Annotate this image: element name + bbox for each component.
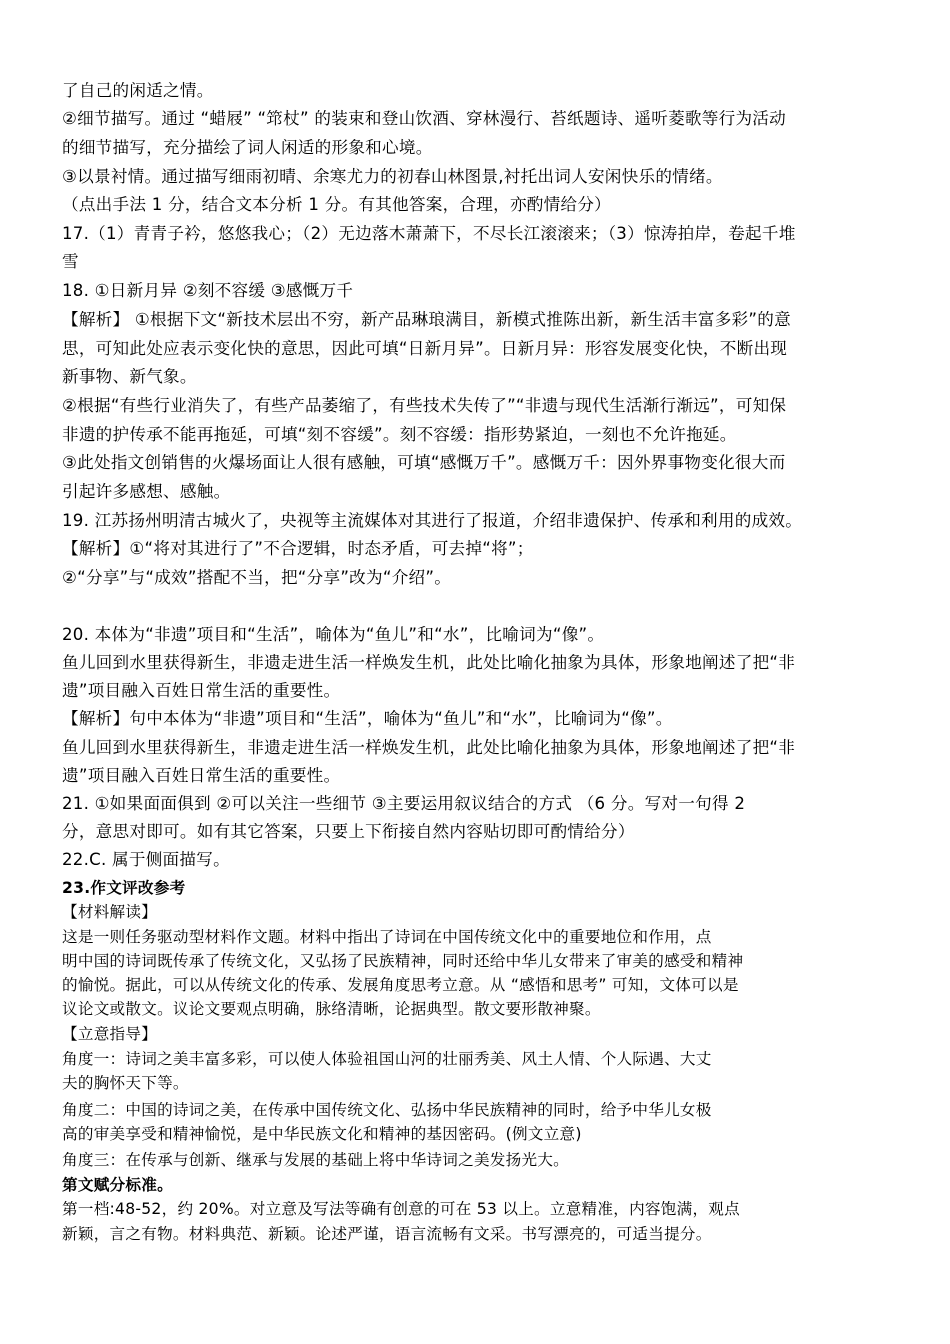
text-line: 角度二：中国的诗词之美，在传承中国传统文化、弘扬中华民族精神的同时，给予中华儿女极 [62, 1101, 712, 1119]
text-line: ②“分享”与“成效”搭配不当，把“分享”改为“介绍”。 [62, 568, 452, 587]
subheading: 【材料解读】 [62, 903, 158, 921]
subheading: 【立意指导】 [62, 1025, 158, 1043]
text-line: 引起许多感想、感触。 [62, 482, 231, 501]
text-line: 遗”项目融入百姓日常生活的重要性。 [62, 766, 341, 785]
text-line: 【解析】 ①根据下文“新技术层出不穷，新产品琳琅满目，新模式推陈出新，新生活丰富多彩”的意 [62, 310, 791, 329]
question-21-answer: 21. ①如果面面俱到 ②可以关注一些细节 ③主要运用叙议结合的方式 （6 分。写对一句得 2 [62, 794, 746, 813]
text-line: 鱼儿回到水里获得新生，非遗走进生活一样焕发生机，此处比喻化抽象为具体，形象地阐述了把“非 [62, 653, 796, 672]
text-line: 角度三：在传承与创新、继承与发展的基础上将中华诗词之美发扬光大。 [62, 1151, 570, 1169]
text-line: 高的审美享受和精神愉悦，是中华民族文化和精神的基因密码。(例文立意) [62, 1125, 582, 1143]
text-line: 这是一则任务驱动型材料作文题。材料中指出了诗词在中国传统文化中的重要地位和作用，点 [62, 928, 712, 946]
question-17-answer: 17.（1）青青子衿，悠悠我心；（2）无边落木萧萧下，不尽长江滚滚来；（3）惊涛拍岸，卷起千堆 [62, 224, 796, 243]
section-heading-23: 23.作文评改参考 [62, 879, 186, 897]
text-line: 【解析】句中本体为“非遗”项目和“生活”，喻体为“鱼儿”和“水”，比喻词为“像”。 [62, 709, 673, 728]
question-22-answer: 22.C. 属于侧面描写。 [62, 850, 230, 869]
text-line: ③此处指文创销售的火爆场面让人很有感触，可填“感慨万千”。感慨万千：因外界事物变化很大而 [62, 453, 786, 472]
text-line: ②根据“有些行业消失了，有些产品萎缩了，有些技术失传了”“非遗与现代生活渐行渐远”，可知保 [62, 396, 787, 415]
text-line: 分，意思对即可。如有其它答案，只要上下衔接自然内容贴切即可酌情给分） [62, 822, 635, 841]
text-line: 了自己的闲适之情。 [62, 81, 214, 100]
question-18-answer: 18. ①日新月异 ②刻不容缓 ③感慨万千 [62, 281, 354, 300]
text-line: 角度一：诗词之美丰富多彩，可以使人体验祖国山河的壮丽秀美、风土人情、个人际遇、大丈 [62, 1050, 712, 1068]
text-line: 【解析】①“将对其进行了”不合逻辑，时态矛盾，可去掉“将”； [62, 539, 534, 558]
text-line: 遗”项目融入百姓日常生活的重要性。 [62, 681, 341, 700]
question-20-answer: 20. 本体为“非遗”项目和“生活”，喻体为“鱼儿”和“水”，比喻词为“像”。 [62, 625, 605, 644]
text-line: ②细节描写。通过 “蜡屐” “筇杖” 的装束和登山饮酒、穿林漫行、苔纸题诗、遥听菱歌等行为活动 [62, 109, 786, 128]
text-line: 新颖，言之有物。材料典范、新颖。论述严谨，语言流畅有文采。书写漂亮的，可适当提分。 [62, 1225, 712, 1243]
subheading-scoring: 第文赋分标准。 [62, 1176, 173, 1194]
text-line: 明中国的诗词既传承了传统文化，又弘扬了民族精神，同时还给中华儿女带来了审美的感受和精神 [62, 952, 744, 970]
question-19-answer: 19. 江苏扬州明清古城火了，央视等主流媒体对其进行了报道，介绍非遗保护、传承和利用的成效。 [62, 511, 803, 530]
text-line: ③以景衬情。通过描写细雨初晴、余寒尤力的初春山林图景,衬托出词人安闲快乐的情绪。 [62, 167, 723, 186]
text-line: 议论文或散文。议论文要观点明确，脉络清晰，论据典型。散文要形散神聚。 [62, 1000, 601, 1018]
text-line: 思，可知此处应表示变化快的意思，因此可填“日新月异”。日新月异：形容发展变化快，不断出现 [62, 339, 788, 358]
text-line: 鱼儿回到水里获得新生，非遗走进生活一样焕发生机，此处比喻化抽象为具体，形象地阐述了把“非 [62, 738, 796, 757]
text-line: 第一档:48-52，约 20%。对立意及写法等确有创意的可在 53 以上。立意精准，内容饱满，观点 [62, 1200, 740, 1218]
text-line: 新事物、新气象。 [62, 367, 197, 386]
text-line: （点出手法 1 分，结合文本分析 1 分。有其他答案，合理，亦酌情给分） [62, 195, 612, 214]
text-line: 的细节描写，充分描绘了词人闲适的形象和心境。 [62, 138, 433, 157]
text-line: 的愉悦。据此，可以从传统文化的传承、发展角度思考立意。从 “感悟和思考” 可知，文体可以是 [62, 976, 739, 994]
text-line: 夫的胸怀天下等。 [62, 1074, 189, 1092]
text-line: 非遗的护传承不能再拖延，可填“刻不容缓”。刻不容缓：指形势紧迫，一刻也不允许拖延。 [62, 425, 737, 444]
text-line: 雪 [62, 252, 79, 271]
